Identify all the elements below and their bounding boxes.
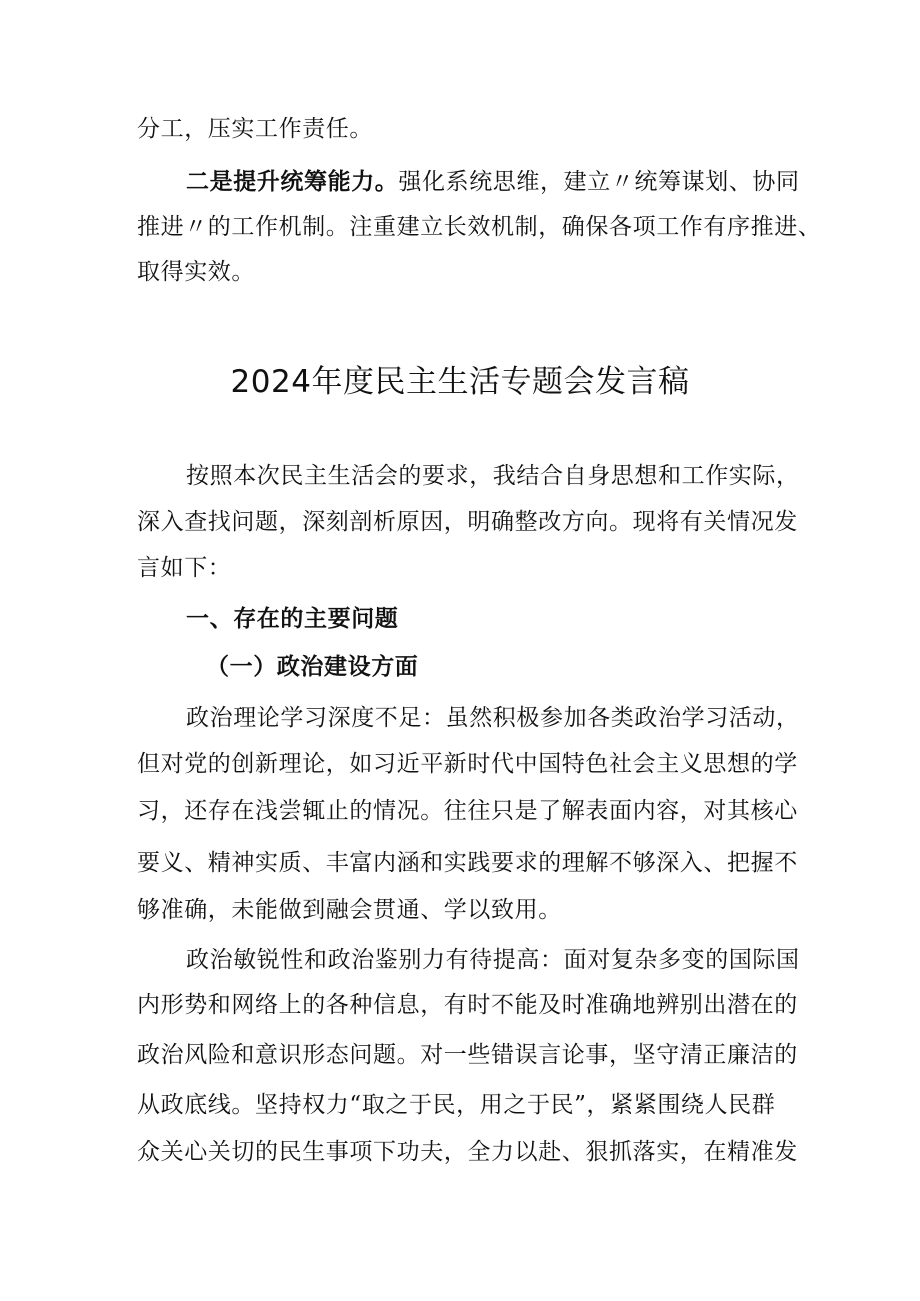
intro-line-1: 按照本次民主生活会的要求，我结合自身思想和工作实际， xyxy=(186,463,800,489)
section-heading: 一、存在的主要问题 xyxy=(186,606,399,632)
point-two-line-1 xyxy=(186,167,800,197)
prev-paragraph-end: 分工，压实工作责任。 xyxy=(137,116,373,142)
point-two-line-2: 推进〃的工作机制。注重建立长效机制，确保各项工作有序推进、 xyxy=(137,214,822,240)
intro-line-2: 深入查找问题，深刻剖析原因，明确整改方向。现将有关情况发 xyxy=(137,509,798,535)
para2-line-4: 从政底线。坚持权力“取之于民，用之于民”，紧紧围绕人民群 xyxy=(137,1092,776,1118)
para1-line-4: 要义、精神实质、丰富内涵和实践要求的理解不够深入、把握不 xyxy=(137,850,798,876)
para2-line-1: 政治敏锐性和政治鉴别力有待提高：面对复杂多变的国际国 xyxy=(186,947,800,973)
para1-line-1: 政治理论学习深度不足：虽然积极参加各类政治学习活动， xyxy=(186,705,800,731)
para1-line-5: 够准确，未能做到融会贯通、学以致用。 xyxy=(137,897,562,923)
point-two-text: 强化系统思维，建立〃统筹谋划、协同 xyxy=(398,169,800,195)
document-title: 2024年度民主生活专题会发言稿 xyxy=(230,364,690,400)
para2-line-5: 众关心关切的民生事项下功夫，全力以赴、狠抓落实，在精准发 xyxy=(137,1139,798,1165)
subsection-heading: （一）政治建设方面 xyxy=(206,654,419,680)
intro-line-3: 言如下： xyxy=(137,555,232,581)
para1-line-2: 但对党的创新理论，如习近平新时代中国特色社会主义思想的学 xyxy=(137,751,798,777)
point-two-lead: 二是提升统筹能力。 xyxy=(186,169,399,195)
para2-line-2: 内形势和网络上的各种信息，有时不能及时准确地辨别出潜在的 xyxy=(137,992,798,1018)
point-two-line-3: 取得实效。 xyxy=(137,259,255,285)
para1-line-3: 习，还存在浅尝辄止的情况。往往只是了解表面内容，对其核心 xyxy=(137,798,798,824)
para2-line-3: 政治风险和意识形态问题。对一些错误言论事，坚守清正廉洁的 xyxy=(137,1042,798,1068)
